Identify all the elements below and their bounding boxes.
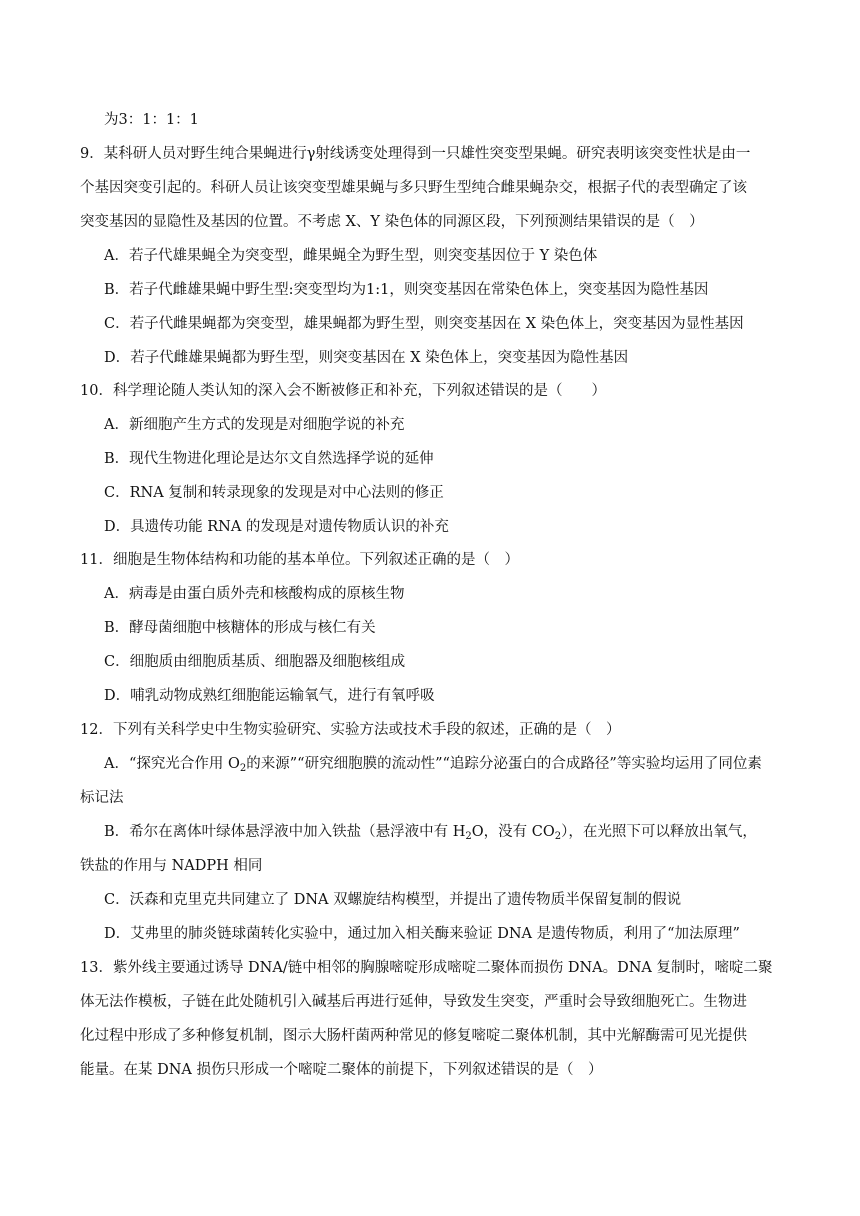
question-13-stem-line-1: 13．紫外线主要通过诱导 DNA/链中相邻的胸腺嘧啶形成嘧啶二聚体而损伤 DNA。DNA 复制时，嘧啶二聚 xyxy=(80,960,773,976)
question-12-stem: 12．下列有关科学史中生物实验研究、实验方法或技术手段的叙述，正确的是（ ） xyxy=(80,722,621,738)
question-9-option-d: D．若子代雌雄果蝇都为野生型，则突变基因在 X 染色体上，突变基因为隐性基因 xyxy=(104,350,629,366)
question-9-option-a: A．若子代雄果蝇全为突变型，雌果蝇全为野生型，则突变基因位于 Y 染色体 xyxy=(104,248,598,264)
question-11-option-c: C．细胞质由细胞质基质、细胞器及细胞核组成 xyxy=(104,654,406,670)
question-10-option-b: B．现代生物进化理论是达尔文自然选择学说的延伸 xyxy=(104,451,434,467)
question-10-option-c: C．RNA 复制和转录现象的发现是对中心法则的修正 xyxy=(104,485,444,501)
question-12-option-d: D．艾弗里的肺炎链球菌转化实验中，通过加入相关酶来验证 DNA 是遗传物质，利用了“加法原理” xyxy=(104,926,740,942)
question-11-stem: 11．细胞是生物体结构和功能的基本单位。下列叙述正确的是（ ） xyxy=(80,552,519,568)
question-12-option-b: B．希尔在离体叶绿体悬浮液中加入铁盐（悬浮液中有 $H_2O$，没有 $CO_2$），在光照下可以释放出氧气， xyxy=(104,824,757,842)
question-11-option-d: D．哺乳动物成熟红细胞能运输氧气，进行有氧呼吸 xyxy=(104,688,435,704)
question-12-option-a: A．“探究光合作用 $O_2$的来源”“研究细胞膜的流动性”“追踪分泌蛋白的合成路径”等实验均运用了同位素 xyxy=(104,756,762,774)
question-9-option-c: C．若子代雌果蝇都为突变型，雄果蝇都为野生型，则突变基因在 X 染色体上，突变基因为显性基因 xyxy=(104,316,744,332)
question-13-stem-line-3: 化过程中形成了多种修复机制，图示大肠杆菌两种常见的修复嘧啶二聚体机制，其中光解酶需可见光提供 xyxy=(80,1028,747,1044)
question-12-option-a-continued: 标记法 xyxy=(80,790,124,806)
question-13-stem-line-4: 能量。在某 DNA 损伤只形成一个嘧啶二聚体的前提下，下列叙述错误的是（ ） xyxy=(80,1062,603,1078)
question-9-stem-line-2: 个基因突变引起的。科研人员让该突变型雄果蝇与多只野生型纯合雌果蝇杂交，根据子代的表型确定了该 xyxy=(80,180,747,196)
question-13-stem-line-2: 体无法作模板，子链在此处随机引入碱基后再进行延伸，导致发生突变，严重时会导致细胞死亡。生物进 xyxy=(80,994,747,1010)
question-9-option-b: B．若子代雌雄果蝇中野生型:突变型均为1:1，则突变基因在常染色体上，突变基因为隐性基因 xyxy=(104,282,709,298)
question-9-stem-line-1: 9．某科研人员对野生纯合果蝇进行γ射线诱变处理得到一只雄性突变型果蝇。研究表明该突变性状是由一 xyxy=(80,146,751,162)
question-12-option-c: C．沃森和克里克共同建立了 DNA 双螺旋结构模型，并提出了遗传物质半保留复制的假说 xyxy=(104,892,682,908)
question-11-option-a: A．病毒是由蛋白质外壳和核酸构成的原核生物 xyxy=(104,586,405,602)
question-10-stem: 10．科学理论随人类认知的深入会不断被修正和补充，下列叙述错误的是（ ） xyxy=(80,383,606,399)
question-12-option-b-continued: 铁盐的作用与 NADPH 相同 xyxy=(80,858,263,874)
previous-question-tail: 为3：1：1：1 xyxy=(104,112,199,128)
question-11-option-b: B．酵母菌细胞中核糖体的形成与核仁有关 xyxy=(104,620,376,636)
question-9-stem-line-3: 突变基因的显隐性及基因的位置。不考虑 X、Y 染色体的同源区段，下列预测结果错误的是（ ） xyxy=(80,214,704,230)
question-10-option-a: A．新细胞产生方式的发现是对细胞学说的补充 xyxy=(104,417,405,433)
question-10-option-d: D．具遗传功能 RNA 的发现是对遗传物质认识的补充 xyxy=(104,519,449,535)
